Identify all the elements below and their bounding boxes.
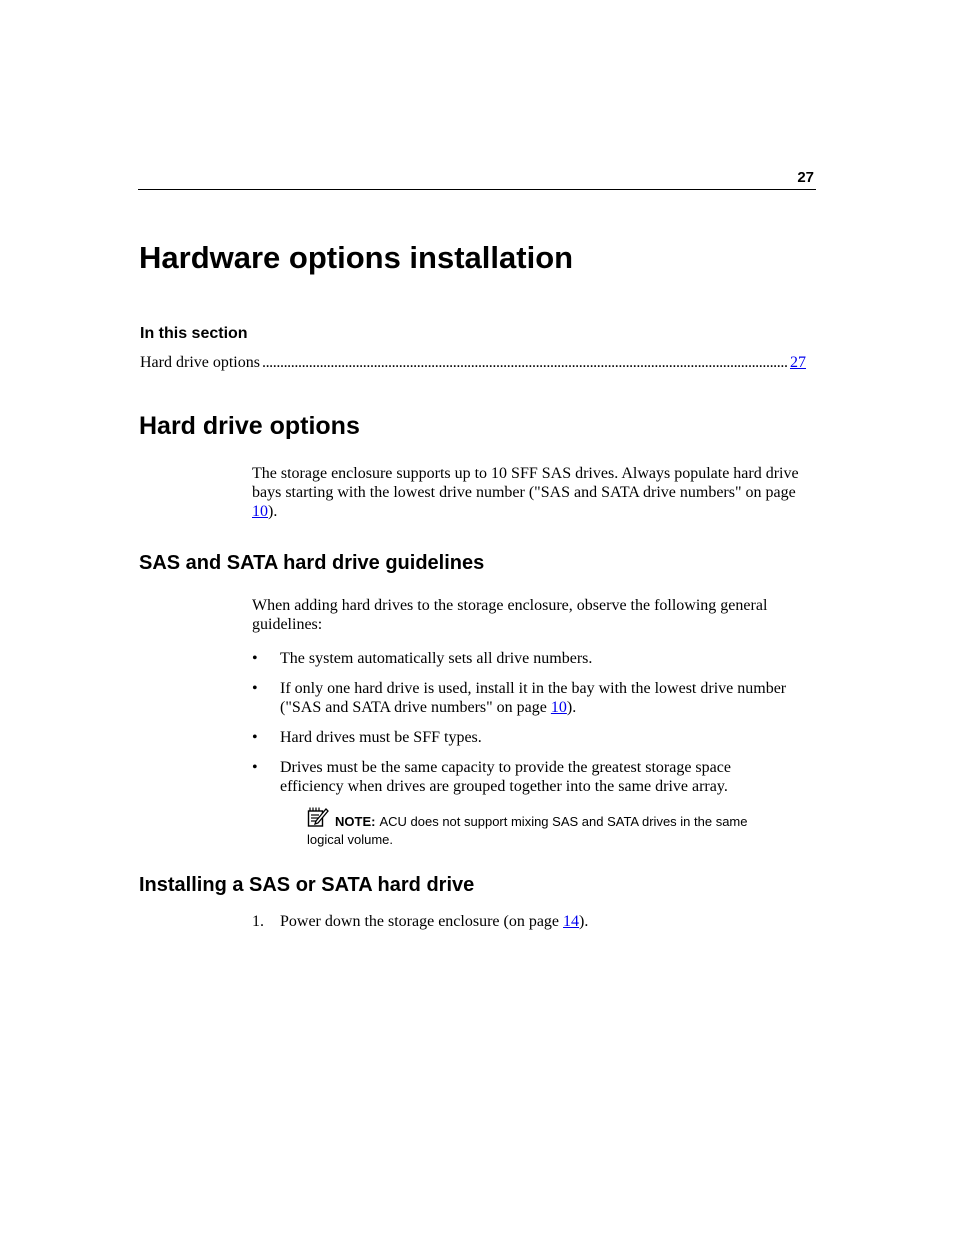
- note-icon: [307, 806, 329, 832]
- list-item: [252, 679, 792, 717]
- note-text: ACU does not support mixing SAS and SATA drives in the same logical volume.: [307, 814, 748, 847]
- list-item-text: If only one hard drive is used, install it in the bay with the lowest drive number ("SAS and SATA drive numbers" on page: [280, 680, 787, 716]
- step-item: [252, 912, 792, 931]
- note-box: [307, 806, 777, 848]
- section-heading-hard-drive-options: Hard drive options: [139, 412, 360, 440]
- list-item-text: The system automatically sets all drive numbers.: [280, 650, 593, 667]
- page-title: Hardware options installation: [139, 240, 574, 275]
- page-number: 27: [797, 169, 814, 186]
- header-rule: [138, 189, 816, 190]
- bullet-icon: •: [252, 650, 258, 667]
- subsection-heading-guidelines: SAS and SATA hard drive guidelines: [139, 552, 485, 574]
- toc-entry: [140, 354, 806, 372]
- paragraph-text-end: ).: [268, 503, 278, 520]
- list-item: [252, 649, 792, 668]
- page-link-10[interactable]: 10: [252, 503, 268, 520]
- step-text: Power down the storage enclosure (on page: [280, 913, 564, 930]
- guidelines-intro: When adding hard drives to the storage enclosure, observe the following general guidelines:: [252, 597, 768, 633]
- list-item-text-end: ).: [566, 699, 577, 716]
- guidelines-list: [252, 649, 792, 807]
- hard-drive-options-paragraph: [252, 464, 812, 521]
- toc-entry-page-link[interactable]: 27: [790, 354, 806, 371]
- step-number: 1.: [252, 913, 264, 930]
- installation-steps: [252, 912, 792, 931]
- bullet-icon: •: [252, 759, 258, 776]
- list-item-text: Hard drives must be SFF types.: [280, 729, 482, 746]
- list-item-text: Drives must be the same capacity to provide the greatest storage space efficiency when drives are grouped together into the same drive array.: [280, 759, 731, 795]
- subsection-heading-installing: Installing a SAS or SATA hard drive: [139, 874, 475, 896]
- page-link-14[interactable]: 14: [563, 913, 580, 930]
- bullet-icon: •: [252, 729, 258, 746]
- toc-entry-label: Hard drive options: [140, 354, 260, 371]
- page-link-10[interactable]: 10: [550, 699, 567, 716]
- step-text-end: ).: [579, 913, 589, 930]
- bullet-icon: •: [252, 680, 258, 697]
- list-item: [252, 758, 792, 796]
- toc-dot-leader: [262, 354, 788, 372]
- list-item: [252, 728, 792, 747]
- note-label: NOTE:: [335, 814, 376, 829]
- paragraph-text: The storage enclosure supports up to 10 SFF SAS drives. Always populate hard drive bays starting with the lowest drive number ("SAS and SATA drive numbers" on page: [252, 465, 799, 501]
- toc-heading: In this section: [140, 325, 248, 342]
